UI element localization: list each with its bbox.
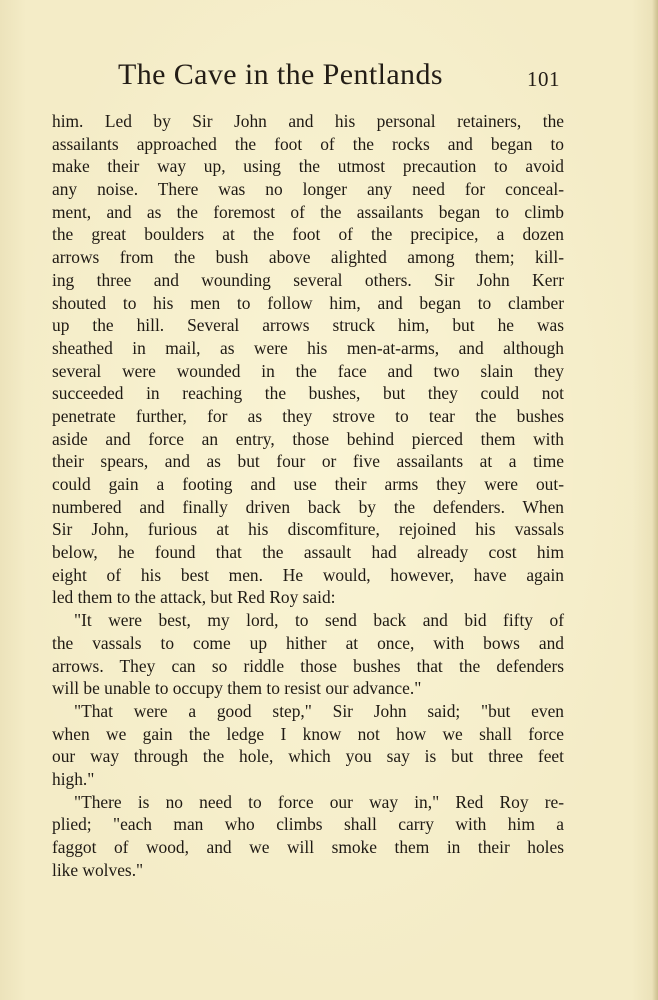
- text-line: "It were best, my lord, to send back and bid fifty of: [74, 610, 564, 631]
- text-line: penetrate further, for as they strove to tear the bushes: [52, 405, 564, 426]
- text-line: Sir John, furious at his discomfiture, rejoined his vassals: [52, 519, 564, 540]
- page-edge-shadow: [652, 0, 658, 1000]
- text-line: our way through the hole, which you say is but three feet: [52, 746, 564, 767]
- text-line: when we gain the ledge I know not how we shall force: [52, 723, 564, 744]
- text-line: make their way up, using the utmost precaution to avoid: [52, 156, 564, 177]
- running-title: The Cave in the Pentlands: [118, 58, 443, 91]
- running-head: [118, 58, 570, 98]
- text-line: arrows. They can so riddle those bushes that the defenders: [52, 655, 564, 676]
- text-line: shouted to his men to follow him, and began to clamber: [52, 292, 564, 313]
- text-line: ment, and as the foremost of the assailants began to climb: [52, 201, 564, 222]
- text-line: eight of his best men. He would, however, have again: [52, 564, 564, 585]
- text-line: below, he found that the assault had already cost him: [52, 542, 564, 563]
- body-text: [52, 110, 564, 881]
- text-line: led them to the attack, but Red Roy said:: [52, 587, 336, 608]
- text-line: high.": [52, 768, 95, 789]
- text-line: numbered and finally driven back by the defenders. When: [52, 496, 564, 517]
- text-line: "That were a good step," Sir John said; "but even: [74, 700, 564, 721]
- text-line: any noise. There was no longer any need for conceal-: [52, 179, 564, 200]
- text-line: several were wounded in the face and two slain they: [52, 360, 564, 381]
- text-line: their spears, and as but four or five assailants at a time: [52, 451, 564, 472]
- text-line: sheathed in mail, as were his men-at-arms, and although: [52, 337, 564, 358]
- text-line: "There is no need to force our way in," Red Roy re-: [74, 791, 564, 812]
- text-line: assailants approached the foot of the rocks and began to: [52, 133, 564, 154]
- text-line: the vassals to come up hither at once, with bows and: [52, 632, 564, 653]
- text-line: ing three and wounding several others. Sir John Kerr: [52, 269, 564, 290]
- text-line: up the hill. Several arrows struck him, but he was: [52, 315, 564, 336]
- text-line: succeeded in reaching the bushes, but they could not: [52, 383, 564, 404]
- text-line: could gain a footing and use their arms they were out-: [52, 474, 564, 494]
- text-line: like wolves.": [52, 859, 144, 880]
- text-line: arrows from the bush above alighted among them; kill-: [52, 247, 564, 268]
- text-line: aside and force an entry, those behind pierced them with: [52, 428, 564, 449]
- page-number: 101: [527, 67, 560, 91]
- text-line: the great boulders at the foot of the precipice, a dozen: [52, 224, 564, 245]
- text-line: faggot of wood, and we will smoke them in their holes: [52, 837, 564, 857]
- text-line: will be unable to occupy them to resist our advance.": [52, 678, 422, 699]
- text-line: plied; "each man who climbs shall carry with him a: [52, 814, 564, 835]
- text-line: him. Led by Sir John and his personal retainers, the: [52, 111, 564, 131]
